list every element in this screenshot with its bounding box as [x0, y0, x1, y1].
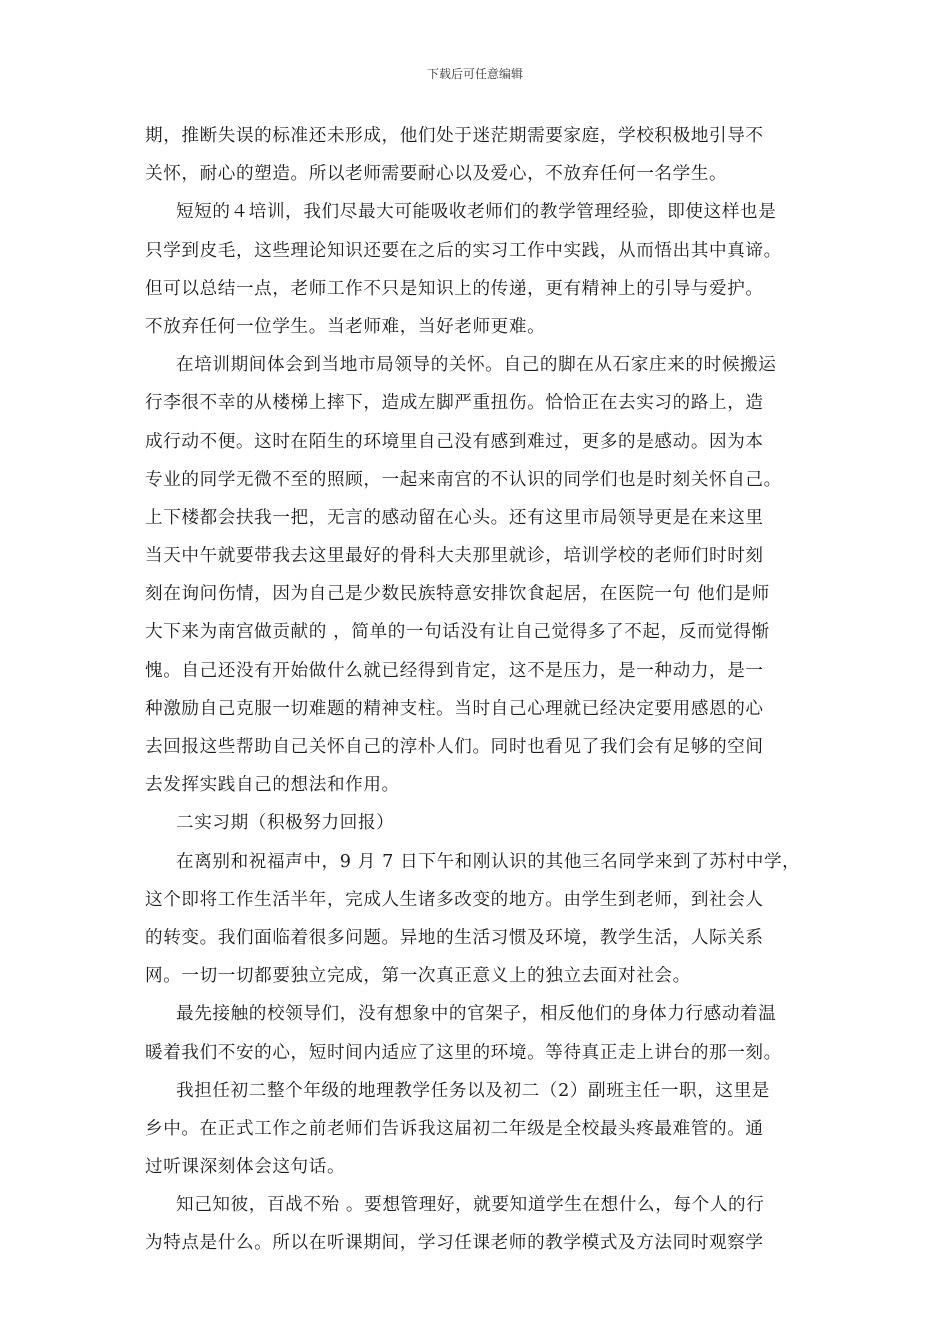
text-line: 短短的４培训，我们尽最大可能吸收老师们的教学管理经验，即使这样也是	[176, 202, 777, 223]
page-header: 下载后可任意编辑	[426, 67, 523, 81]
text-line: 网。一切一切都要独立完成，第一次真正意义上的独立去面对社会。	[145, 966, 691, 987]
text-line: 刻在询问伤情，因为自己是少数民族特意安排饮食起居，在医院一句 他们是师	[145, 584, 770, 605]
text-line: 大下来为南宫做贡献的 ，简单的一句话没有让自己觉得多了不起，反而觉得惭	[145, 622, 770, 643]
text-line: 去发挥实践自己的想法和作用。	[145, 775, 400, 796]
text-line: 乡中。在正式工作之前老师们告诉我这届初二年级是全校最头疼最难管的。通	[145, 1118, 764, 1139]
text-line: 二实习期（积极努力回报）	[176, 813, 395, 834]
document-body	[145, 117, 815, 1263]
text-line: 暖着我们不安的心，短时间内适应了这里的环境。等待真正走上讲台的那一刻。	[145, 1042, 782, 1063]
text-line: 专业的同学无微不至的照顾，一起来南宫的不认识的同学们也是时刻关怀自己。	[145, 469, 782, 490]
text-line: 关怀，耐心的塑造。所以老师需要耐心以及爱心，不放弃任何一名学生。	[145, 164, 728, 185]
text-line: 最先接触的校领导们，没有想象中的官架子，相反他们的身体力行感动着温	[176, 1004, 777, 1025]
text-line: 期，推断失误的标准还未形成，他们处于迷茫期需要家庭，学校积极地引导不	[145, 126, 764, 146]
text-line: 在离别和祝福声中，9 月 7 日下午和刚认识的其他三名同学来到了苏村中学，	[176, 851, 801, 872]
text-line: 不放弃任何一位学生。当老师难，当好老师更难。	[145, 316, 546, 337]
text-line: 这个即将工作生活半年，完成人生诸多改变的地方。由学生到老师，到社会人	[145, 889, 764, 910]
text-line: 当天中午就要带我去这里最好的骨科大夫那里就诊，培训学校的老师们时时刻	[145, 546, 764, 567]
text-line: 我担任初二整个年级的地理教学任务以及初二（2）副班主任一职，这里是	[176, 1080, 770, 1101]
text-line: 的转变。我们面临着很多问题。异地的生活习惯及环境，教学生活，人际关系	[145, 927, 764, 948]
text-line: 为特点是什么。所以在听课期间，学习任课老师的教学模式及方法同时观察学	[145, 1233, 764, 1254]
text-line: 但可以总结一点，老师工作不只是知识上的传递，更有精神上的引导与爱护。	[145, 278, 764, 299]
text-line: 上下楼都会扶我一把，无言的感动留在心头。还有这里市局领导更是在来这里	[145, 507, 764, 528]
text-line: 种激励自己克服一切难题的精神支柱。当时自己心理就已经决定要用感恩的心	[145, 698, 764, 719]
text-line: 在培训期间体会到当地市局领导的关怀。自己的脚在从石家庄来的时候搬运	[176, 355, 777, 376]
text-line: 行李很不幸的从楼梯上摔下，造成左脚严重扭伤。恰恰正在去实习的路上，造	[145, 393, 764, 414]
text-line: 愧。自己还没有开始做什么就已经得到肯定，这不是压力，是一种动力，是一	[145, 660, 764, 681]
text-line: 过听课深刻体会这句话。	[145, 1157, 346, 1178]
text-line: 去回报这些帮助自己关怀自己的淳朴人们。同时也看见了我们会有足够的空间	[145, 737, 764, 757]
text-line: 只学到皮毛，这些理论知识还要在之后的实习工作中实践，从而悟出其中真谛。	[145, 240, 782, 261]
text-line: 知己知彼，百战不殆 。要想管理好，就要知道学生在想什么，每个人的行	[176, 1195, 765, 1216]
text-line: 成行动不便。这时在陌生的环境里自己没有感到难过，更多的是感动。因为本	[145, 431, 764, 452]
